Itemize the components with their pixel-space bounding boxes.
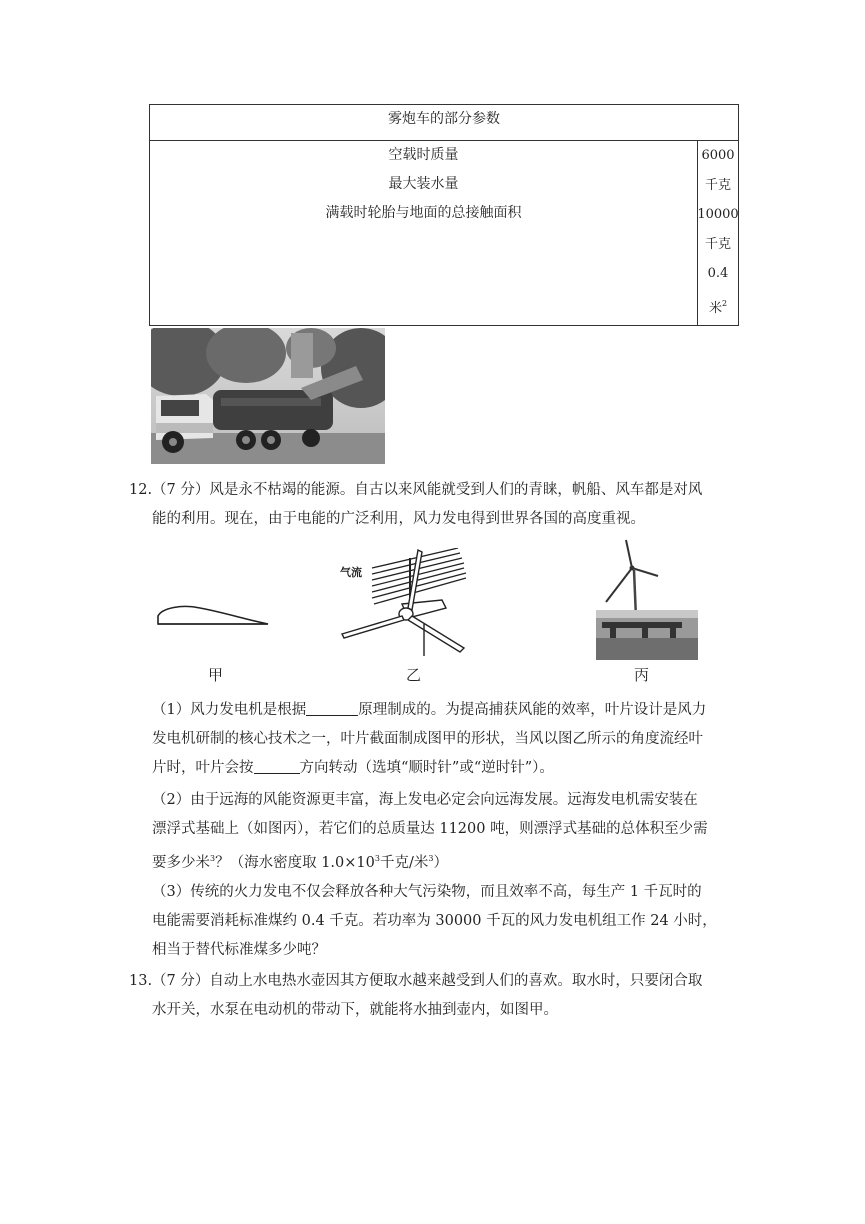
unit-kg-2: 千克	[704, 236, 731, 252]
q12-line1: （7 分）风是永不枯竭的能源。自古以来风能就受到人们的青睐，帆船、风车都是对风	[152, 482, 703, 498]
label-contact-area: 满载时轮胎与地面的总接触面积	[325, 205, 522, 221]
value-empty-mass: 6000	[701, 148, 735, 163]
q12-number: 12.	[129, 482, 153, 498]
unit-m2: 米$^2$	[708, 298, 728, 316]
offshore-turbine-figure	[596, 538, 698, 660]
label-empty-mass: 空载时质量	[388, 147, 459, 163]
airflow-label: 气流	[340, 566, 362, 579]
q12-p3-line1: （3）传统的火力发电不仅会释放各种大气污染物，而且效率不高，每生产 1 千瓦时的	[152, 884, 702, 900]
q12-p2-line2: 漂浮式基础上（如图丙），若它们的总质量达 11200 吨，则漂浮式基础的总体积至少需	[152, 821, 708, 837]
table-labels-cell	[150, 141, 698, 326]
fog-cannon-truck-image	[151, 328, 385, 464]
q12-p2-line1: （2）由于远海的风能资源更丰富，海上发电必定会向远海发展。远海发电机需安装在	[152, 792, 698, 808]
value-contact-area: 0.4	[707, 266, 729, 281]
q12-p3-line2: 电能需要消耗标准煤约 0.4 千克。若功率为 30000 千瓦的风力发电机组工作 24 小时，	[152, 913, 717, 929]
q13-line1: （7 分）自动上水电热水壶因其方便取水越来越受到人们的喜欢。取水时，只要闭合取	[152, 973, 703, 989]
answer-blank-principle[interactable]	[306, 701, 358, 716]
q13-number: 13.	[129, 973, 153, 989]
q12-p1-line1: （1）风力发电机是根据 原理制成的。为提高捕获风能的效率，叶片设计是风力	[152, 702, 707, 718]
q12-line2: 能的利用。现在，由于电能的广泛利用，风力发电得到世界各国的高度重视。	[152, 511, 645, 527]
parameter-table	[149, 104, 739, 326]
answer-blank-direction[interactable]	[254, 759, 300, 774]
q12-p1-line3: 片时，叶片会按 方向转动（选填“顺时针”或“逆时针”）。	[152, 760, 554, 776]
figure-label-yi: 乙	[406, 666, 422, 684]
unit-kg-1: 千克	[704, 177, 731, 193]
label-max-water: 最大装水量	[388, 176, 459, 192]
figure-label-bing: 丙	[634, 666, 650, 684]
q12-p3-line3: 相当于替代标准煤多少吨？	[152, 942, 326, 958]
q13-line2: 水开关，水泵在电动机的带动下，就能将水抽到壶内，如图甲。	[152, 1002, 558, 1018]
table-values-cell	[697, 141, 739, 318]
airfoil-figure	[152, 600, 272, 630]
value-max-water: 10000	[697, 207, 739, 222]
q12-p2-line3: 要多少米$^3$？（海水密度取 $1.0\times 10^3$千克/米$^3$）	[152, 854, 448, 871]
figure-label-jia: 甲	[208, 666, 224, 684]
q12-p1-line2: 发电机研制的核心技术之一，叶片截面制成图甲的形状，当风以图乙所示的角度流经叶	[152, 731, 703, 747]
table-title: 雾炮车的部分参数	[150, 105, 738, 141]
